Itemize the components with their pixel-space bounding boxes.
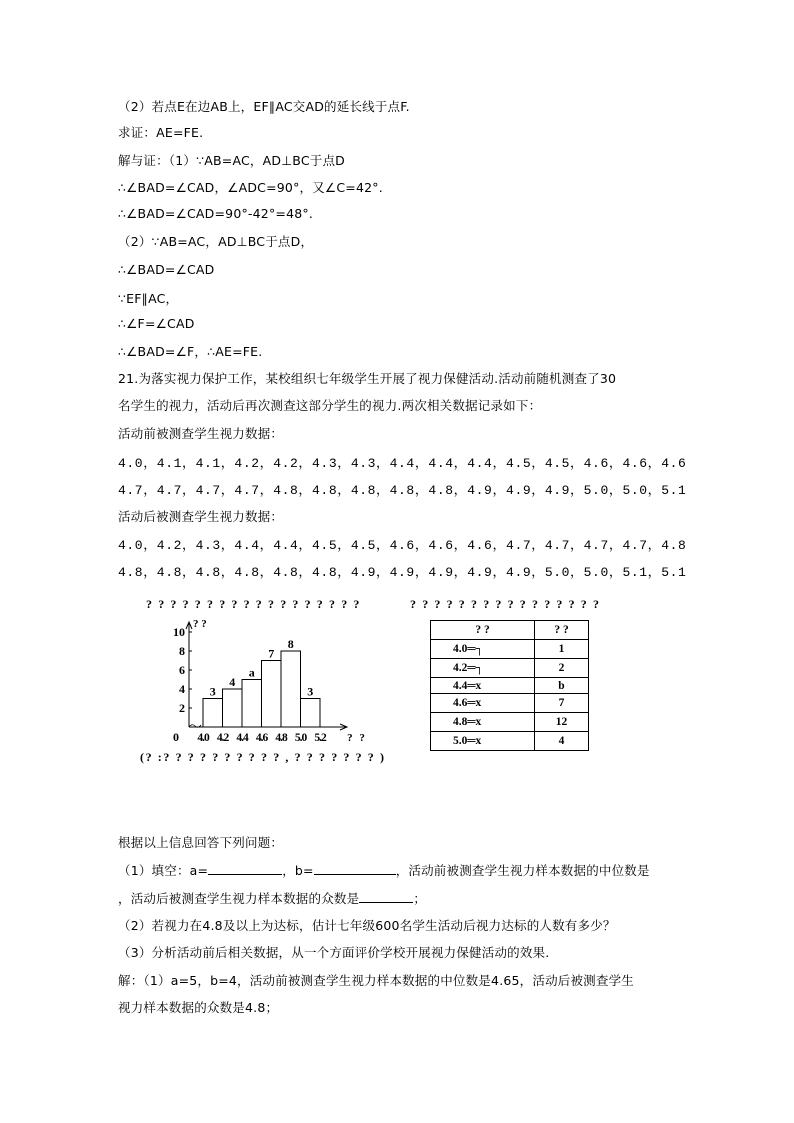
- freq-table-title: ? ? ? ? ? ? ? ? ? ? ? ? ? ? ? ?: [410, 597, 601, 611]
- table-cell-count: 7: [535, 694, 589, 713]
- y-tick-label: 10: [173, 625, 185, 639]
- histogram-bar: [262, 661, 282, 728]
- table-row: [431, 732, 589, 751]
- x-tick-label: 4.0: [197, 732, 209, 744]
- y-tick-label: 8: [179, 644, 185, 658]
- proof-line: 求证：AE=FE.: [118, 125, 204, 140]
- table-cell-count: 4: [535, 732, 589, 751]
- proof-line: ∴∠BAD=∠CAD，∠ADC=90°，又∠C=42°.: [118, 180, 383, 195]
- answer-blank-b[interactable]: [314, 861, 396, 875]
- bar-data-label: 8: [287, 637, 294, 651]
- table-cell-count: b: [535, 678, 589, 694]
- table-cell-range: 4.0═┐: [431, 640, 535, 659]
- proof-line: ∴∠BAD=∠F，∴AE=FE.: [118, 344, 263, 359]
- table-row: [431, 640, 589, 659]
- question-2: （2）若视力在4.8及以上为达标，估计七年级600名学生活动后视力达标的人数有多少？: [118, 918, 616, 933]
- bar-data-label: 4: [229, 675, 236, 689]
- table-cell-count: 1: [535, 640, 589, 659]
- table-header: ? ?: [535, 621, 589, 640]
- y-tick-label: 4: [179, 682, 185, 696]
- table-row: [431, 713, 589, 732]
- x-tick-label: 5.0: [294, 732, 307, 744]
- x-tick-label: 4.6: [255, 732, 268, 744]
- table-header: ? ?: [431, 621, 535, 640]
- after-data-row: 4.0，4.2，4.3，4.4，4.4，4.5，4.5，4.6，4.6，4.6，4.7，4.7，4.7，4.7，4.8: [118, 538, 687, 553]
- y-tick-label: 6: [179, 663, 185, 677]
- answer-line: 视力样本数据的众数是4.8；: [118, 1000, 279, 1015]
- question-1-text: （1）填空：a=: [118, 863, 209, 878]
- question-1-text: ，活动前被测查学生视力样本数据的中位数是: [395, 863, 650, 878]
- table-row: [431, 678, 589, 694]
- histogram-chart: [135, 612, 395, 752]
- x-tick-label: 4.4: [236, 732, 248, 744]
- table-cell-range: 4.4═x: [431, 678, 535, 694]
- questions-lead: 根据以上信息回答下列问题：: [118, 835, 284, 850]
- answer-blank-a[interactable]: [208, 861, 282, 875]
- proof-line: ∴∠F=∠CAD: [118, 316, 195, 331]
- after-data-row: 4.8，4.8，4.8，4.8，4.8，4.8，4.9，4.9，4.9，4.9，4.9，5.0，5.0，5.1，5.1: [118, 565, 687, 580]
- problem-intro: 名学生的视力，活动后再次测查这部分学生的视力.两次相关数据记录如下：: [118, 398, 542, 413]
- proof-line: ∴∠BAD=∠CAD: [118, 262, 215, 277]
- after-data-label: 活动后被测查学生视力数据：: [118, 509, 284, 524]
- bar-data-label: 7: [268, 646, 275, 661]
- x-tick-label: 5.2: [314, 732, 326, 744]
- y-tick-label: 2: [179, 701, 185, 715]
- histogram-bar: [223, 689, 243, 727]
- answer-blank-mode[interactable]: [359, 889, 413, 903]
- before-data-row: 4.7，4.7，4.7，4.7，4.8，4.8，4.8，4.8，4.8，4.9，4.9，4.9，5.0，5.0，5.1: [118, 483, 687, 498]
- proof-line: ∵EF∥AC，: [118, 291, 179, 306]
- problem-intro: 21.为落实视力保护工作，某校组织七年级学生开展了视力保健活动.活动前随机测查了30: [118, 371, 617, 386]
- proof-line: 解与证：（1）∵AB=AC，AD⊥BC于点D: [118, 153, 345, 168]
- answer-line: 解：（1）a=5，b=4，活动前被测查学生视力样本数据的中位数是4.65，活动后被测查学生: [118, 973, 634, 988]
- histogram-title: ? ? ? ? ? ? ? ? ? ? ? ? ? ? ? ? ? ?: [146, 597, 361, 611]
- table-cell-range: 4.8═x: [431, 713, 535, 732]
- table-cell-range: 5.0═x: [431, 732, 535, 751]
- x-tick-label: 4.8: [275, 732, 287, 744]
- x-axis-label: ? ?: [347, 732, 367, 744]
- origin-label: 0: [173, 730, 179, 744]
- table-row: [431, 694, 589, 713]
- histogram-bar: [242, 680, 262, 728]
- question-3: （3）分析活动前后相关数据，从一个方面评价学校开展视力保健活动的效果.: [118, 945, 550, 960]
- histogram-bar: [281, 651, 301, 727]
- table-cell-range: 4.2═┐: [431, 659, 535, 678]
- question-1-text: ，活动后被测查学生视力样本数据的众数是: [118, 891, 360, 906]
- bar-data-label: a: [248, 665, 255, 680]
- freq-table: [430, 620, 589, 751]
- question-1-line2: [118, 889, 426, 907]
- question-1-text: ；: [413, 891, 427, 906]
- bar-data-label: 3: [307, 684, 314, 699]
- y-axis-label: ? ?: [193, 618, 207, 630]
- histogram-bar: [301, 699, 321, 728]
- proof-line: （2）若点E在边AB上，EF∥AC交AD的延长线于点F.: [118, 99, 410, 114]
- proof-line: （2）∵AB=AC，AD⊥BC于点D，: [118, 234, 314, 249]
- histogram-caption: (? :? ? ? ? ? ? ? ? ? ? , ? ? ? ? ? ? ? ): [140, 750, 386, 764]
- question-1-text: ，b=: [282, 863, 314, 878]
- table-cell-range: 4.6═x: [431, 694, 535, 713]
- before-data-row: 4.0，4.1，4.1，4.2，4.2，4.3，4.3，4.4，4.4，4.4，4.5，4.5，4.6，4.6，4.6: [118, 456, 687, 471]
- bar-data-label: 3: [209, 684, 216, 699]
- proof-line: ∴∠BAD=∠CAD=90°-42°=48°.: [118, 206, 313, 221]
- x-tick-label: 4.2: [216, 732, 229, 744]
- table-row: [431, 659, 589, 678]
- before-data-label: 活动前被测查学生视力数据：: [118, 426, 284, 441]
- table-header-row: [431, 621, 589, 640]
- table-cell-count: 2: [535, 659, 589, 678]
- histogram-bar: [203, 699, 223, 728]
- question-1: [118, 861, 650, 879]
- table-cell-count: 12: [535, 713, 589, 732]
